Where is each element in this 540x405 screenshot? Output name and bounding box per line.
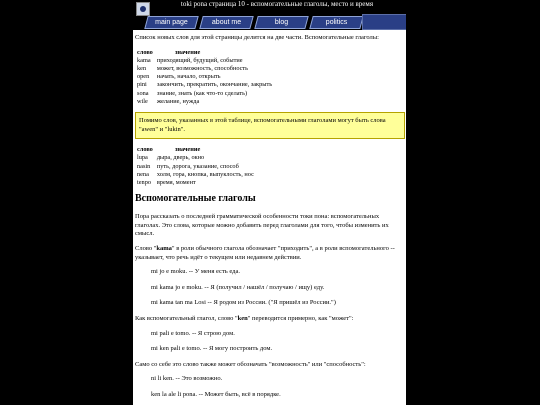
text-part: Как вспомогательный глагол, слово " [135, 314, 238, 322]
table-row [135, 98, 274, 106]
meaning-cell: знание, знать (как что-то сделать) [156, 89, 248, 97]
meaning-cell: закончить, прекратить, окончание, закрыть [156, 81, 273, 89]
example-5: mi ken pali e tomo. -- Я могу построить дом. [151, 345, 273, 353]
meaning-cell: начать, начало, открыть [156, 73, 221, 81]
nav-label: blog [274, 19, 289, 26]
site-header [133, 0, 406, 30]
nav-label: main page [155, 19, 188, 26]
nav-main-page[interactable] [144, 16, 198, 29]
vocab-table-auxiliary [135, 49, 274, 106]
paragraph-1: Пора рассказать о последней грамматической особенности токи пона: вспомогательных глаголах. Это слова, которые можно добавить перед глаголами для того, чтобы изменить их смысл. [135, 213, 389, 238]
table-row [135, 171, 256, 179]
example-7: ken la ale li pona. -- Может быть, всё в порядке. [151, 390, 281, 398]
meaning-cell: желание, нужда [156, 97, 200, 105]
nav-label: about me [211, 19, 242, 26]
banner-image[interactable] [362, 14, 406, 30]
word-cell: open [137, 73, 150, 81]
word-cell: kama [137, 56, 151, 64]
table-row [135, 179, 256, 187]
text-part: " переводится примерно, как "может": [247, 314, 354, 322]
word-cell: sona [137, 89, 149, 97]
intro-paragraph: Список новых слов для этой страницы делится на две части. Вспомогательные глаголы: [135, 34, 379, 41]
word-cell: pini [137, 81, 147, 89]
meaning-cell: приходящий, будущий, событие [156, 56, 243, 64]
paragraph-kama [135, 245, 405, 262]
column-header-word: слово [137, 146, 153, 154]
meaning-cell: может, возможность, способность [156, 65, 249, 72]
keyword-ken: ken [237, 314, 248, 322]
example-2: mi kama jo e moku. -- Я (получил / нашёл / получаю / ищу) еду. [151, 283, 325, 291]
nav-politics[interactable] [309, 16, 363, 29]
table-row [135, 65, 274, 73]
section-heading: Вспомогательные глаголы [135, 193, 256, 205]
article [135, 34, 405, 405]
meaning-cell: холм, гора, кнопка, выпуклость, нос [156, 170, 254, 178]
page [133, 0, 406, 405]
meaning-cell: время, момент [156, 179, 196, 187]
column-header-meaning: значение [174, 48, 201, 56]
meaning-cell: путь, дорога, указание, способ [156, 162, 239, 170]
word-cell: nena [137, 170, 149, 178]
column-header-word: слово [137, 48, 153, 56]
example-4: mi pali e tomo. -- Я строю дом. [151, 329, 235, 337]
example-1: mi jo e moku. -- У меня есть еда. [151, 268, 240, 276]
nav-label: politics [325, 19, 348, 26]
column-header-meaning: значение [174, 146, 201, 154]
word-cell: ken [137, 65, 147, 72]
site-logo-icon[interactable] [136, 2, 150, 16]
vocab-table-nouns [135, 146, 256, 187]
example-6: ni li ken. -- Это возможно. [151, 375, 223, 383]
paragraph-ken [135, 315, 405, 324]
word-cell: nasin [137, 162, 151, 170]
table-row [135, 81, 274, 89]
text-part: Слово " [135, 245, 157, 252]
paragraph-possibility: Само со себе это слово также может обозначать "возможность" или "способность": [135, 360, 366, 368]
keyword-kama: kama [156, 245, 172, 252]
table-row [135, 163, 256, 171]
table-row [135, 90, 274, 98]
text-part: " в роли обычного глагола обозначает "приходить", а в роли вспомогательного -- указывает, что речь идёт о текущем или недавнем действии. [135, 245, 395, 261]
table-row [135, 57, 274, 65]
word-cell: tenpo [137, 179, 151, 187]
example-3: mi kama tan ma Losi -- Я родом из России. ("Я пришёл из России.") [151, 299, 336, 307]
word-cell: wile [137, 97, 148, 105]
meaning-cell: дыра, дверь, окно [156, 154, 205, 162]
note-box: Помимо слов, указанных в этой таблице, вспомогательными глаголами могут быть слова "awen" и "lukin". [135, 112, 405, 139]
word-cell: lupa [137, 154, 148, 162]
table-row [135, 73, 274, 81]
page-title: toki pona страница 10 - вспомогательные глаголы, место и время [180, 0, 374, 8]
nav-about-me[interactable] [199, 16, 253, 29]
table-row [135, 154, 256, 162]
nav-blog[interactable] [254, 16, 308, 29]
